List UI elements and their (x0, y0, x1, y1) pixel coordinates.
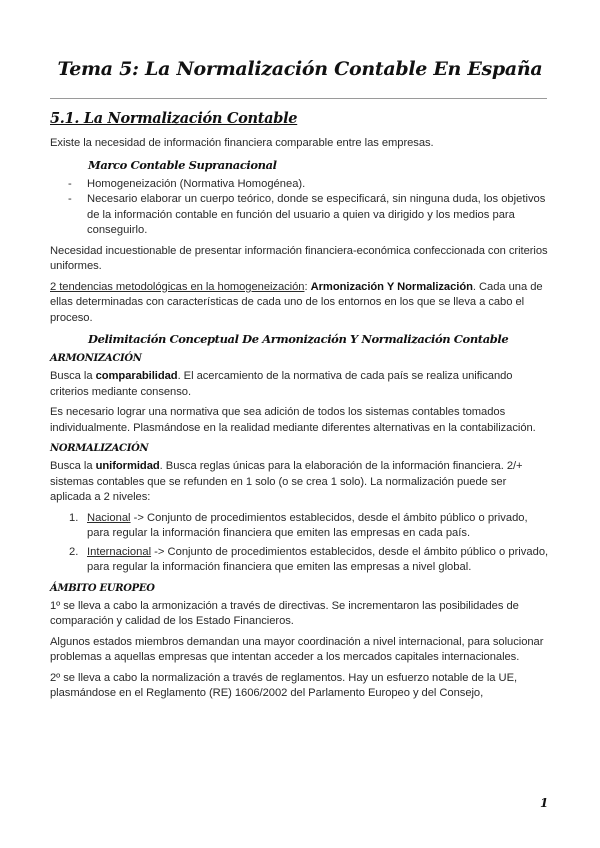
page-number: 1 (540, 796, 549, 810)
armonizacion-heading: ARMONIZACIÓN (50, 353, 142, 364)
document-body (50, 108, 550, 707)
ambito-paragraph-3: 2º se lleva a cabo la normalización a través de reglamentos. Hay un esfuerzo notable de la UE, plasmándose en el Reglamento (RE) 1606/2002 del Parlamento Europeo y del Consejo, (50, 671, 518, 699)
list-item: 2. Internacional -> Conjunto de procedimientos establecidos, desde el ámbito público o privado, para regular la información financiera que emiten las empresas a nivel global. (69, 545, 549, 573)
normalizacion-paragraph: Busca la uniformidad. Busca reglas únicas para la elaboración de la información financiera. 2/+ sistemas contables que se refunden en 1 solo (o se crea 1 solo). La normalización puede ser aplicada a 2 niveles: (50, 460, 523, 503)
normalizacion-levels (50, 511, 550, 576)
ambito-heading: ÁMBITO EUROPEO (50, 582, 155, 594)
list-item: 1. Nacional -> Conjunto de procedimientos establecidos, desde el ámbito público o privado, para regular la información financiera que emiten las empresas en cada país. (69, 511, 528, 539)
normalizacion-heading: NORMALIZACIÓN (50, 443, 149, 454)
armonizacion-paragraph-1: Busca la comparabilidad. El acercamiento de la normativa de cada país se realiza unificando criterios mediante consenso. (50, 370, 513, 398)
ambito-paragraph-2: Algunos estados miembros demandan una mayor coordinación a nivel internacional, para solucionar problemas a aquellas empresas que intentan acceder a los mercados capitales internacionales. (50, 635, 544, 663)
necesidad-paragraph: Necesidad incuestionable de presentar información financiera-económica confeccionada con criterios uniformes. (50, 244, 548, 272)
list-item: - Homogeneización (Normativa Homogénea). (68, 177, 306, 190)
marco-list (50, 177, 550, 239)
ambito-paragraph-1: 1º se lleva a cabo la armonización a través de directivas. Se incrementaron las posibilidades de comparación y calidad de los Estado Financieros. (50, 599, 519, 627)
marco-heading: Marco Contable Supranacional (88, 157, 277, 172)
title-divider (50, 98, 547, 99)
armonizacion-paragraph-2: Es necesario lograr una normativa que sea adición de todos los sistemas contables tomados individualmente. Plasmándose en la realidad mediante diferentes alternativas en la contabilización. (50, 406, 536, 434)
section-heading: 5.1. La Normalización Contable (50, 110, 298, 127)
delimitacion-heading: Delimitación Conceptual De Armonización Y Normalización Contable (88, 332, 509, 346)
tendencias-paragraph: 2 tendencias metodológicas en la homogeneización: Armonización Y Normalización. Cada una de ellas determinadas con características de cada uno de los entornos en los que se lleva a cabo el proceso. (50, 280, 543, 324)
intro-paragraph: Existe la necesidad de información financiera comparable entre las empresas. (50, 137, 434, 149)
list-item: - Necesario elaborar un cuerpo teórico, donde se especificará, sin ninguna duda, los objetivos de la información contable en función del usuario a quien va dirigido y los medios para conseguirlo. (68, 193, 546, 236)
document-title: Tema 5: La Normalización Contable En España (57, 58, 543, 80)
